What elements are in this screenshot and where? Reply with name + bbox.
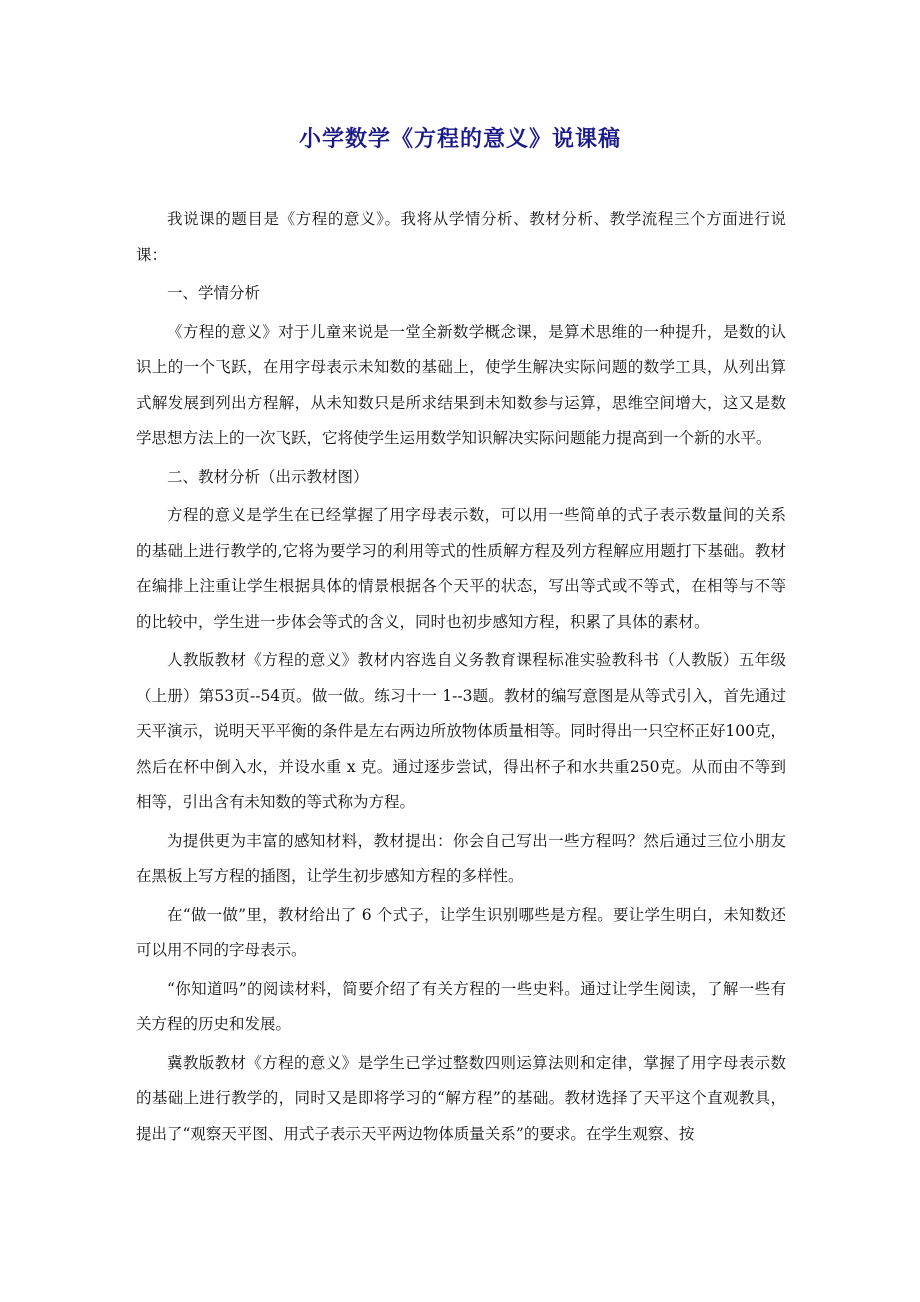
paragraph-did-you-know: “你知道吗”的阅读材料，简要介绍了有关方程的一些史料。通过让学生阅读，了解一些有关方程的历史和发展。 bbox=[136, 979, 786, 1033]
paragraph-textbook-overview: 方程的意义是学生在已经掌握了用字母表示数，可以用一些简单的式子表示数量间的关系的基础上进行教学的,它将为要学习的利用等式的性质解方程及列方程解应用题打下基础。教材在编排上注重让学生根据具体的情景根据各个天平的状态，写出等式或不等式，在相等与不等的比较中，学生进一步体会等式的含义，同时也初步感知方程，积累了具体的素材。 bbox=[136, 506, 786, 631]
paragraph-hebei-textbook: 冀教版教材《方程的意义》是学生已学过整数四则运算法则和定律，掌握了用字母表示数的基础上进行教学的，同时又是即将学习的“解方程”的基础。教材选择了天平这个直观教具，提出了“观察天平图、用式子表示天平两边物体质量关系”的要求。在学生观察、按 bbox=[136, 1053, 786, 1143]
paragraph-learning-analysis: 《方程的意义》对于儿童来说是一堂全新数学概念课，是算术思维的一种提升，是数的认识上的一个飞跃，在用字母表示未知数的基础上，使学生解决实际问题的数学工具，从列出算式解发展到列出方程解，从未知数只是所求结果到未知数参与运算，思维空间增大，这又是数学思想方法上的一次飞跃，它将使学生运用数学知识解决实际问题能力提高到一个新的水平。 bbox=[136, 322, 786, 447]
paragraph-perception-materials: 为提供更为丰富的感知材料，教材提出：你会自己写出一些方程吗？然后通过三位小朋友在黑板上写方程的插图，让学生初步感知方程的多样性。 bbox=[136, 831, 786, 885]
document-title: 小学数学《方程的意义》说课稿 bbox=[298, 126, 621, 152]
section-heading-textbook-analysis: 二、教材分析（出示教材图） bbox=[167, 467, 369, 486]
document-body bbox=[136, 202, 786, 1155]
paragraph-pep-textbook: 人教版教材《方程的意义》教材内容选自义务教育课程标准实验教科书（人教版）五年级（上册）第53页--54页。做一做。练习十一 1--3题。教材的编写意图是从等式引入，首先通过天平演示，说明天平平衡的条件是左右两边所放物体质量相等。同时得出一只空杯正好100克，然后在杯中倒入水，并设水重 x 克。通过逐步尝试，得出杯子和水共重250克。从而由不等到相等，引出含有未知数的等式称为方程。 bbox=[136, 651, 786, 811]
section-heading-learning-analysis: 一、学情分析 bbox=[167, 284, 261, 302]
paragraph-try-it: 在“做一做”里，教材给出了 6 个式子，让学生识别哪些是方程。要让学生明白，未知数还可以用不同的字母表示。 bbox=[136, 905, 786, 959]
paragraph-intro: 我说课的题目是《方程的意义》。我将从学情分析、教材分析、教学流程三个方面进行说课： bbox=[136, 210, 786, 264]
